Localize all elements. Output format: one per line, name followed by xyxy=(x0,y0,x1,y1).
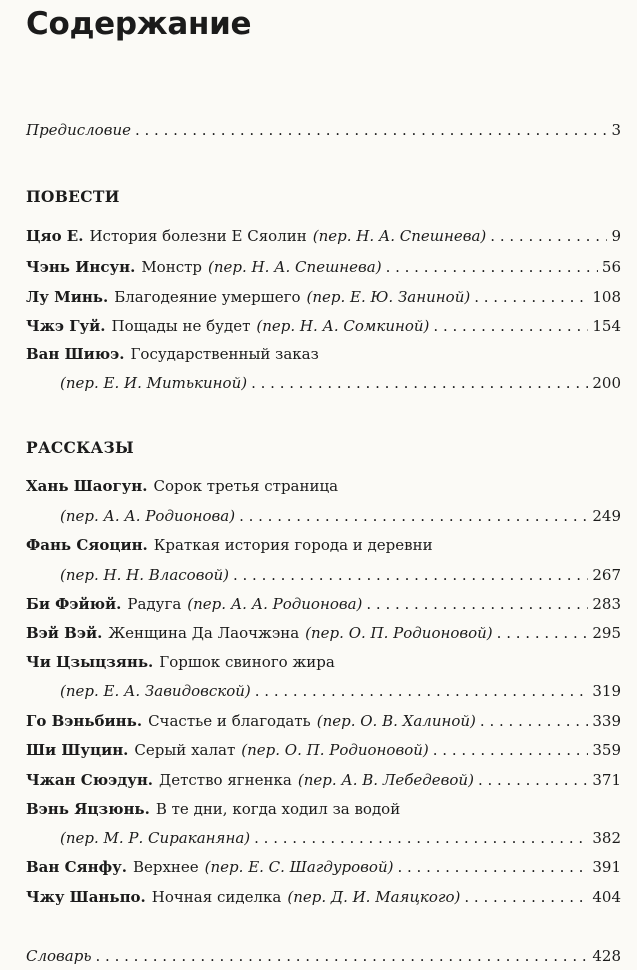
dot-leader xyxy=(397,857,588,877)
toc-entry[interactable] xyxy=(26,287,621,307)
entry-page: 56 xyxy=(601,258,621,276)
entry-title: Детство ягненка xyxy=(159,771,292,789)
entry-author: Чэнь Инсун. xyxy=(26,258,136,276)
entry-page: 382 xyxy=(592,829,621,847)
entry-translator: (пер. Д. И. Маяцкого) xyxy=(287,888,461,906)
entry-author: Чжэ Гуй. xyxy=(26,317,106,335)
toc-entry-continuation[interactable] xyxy=(60,373,621,393)
entry-page: 108 xyxy=(592,288,621,306)
entry-title: Предисловие xyxy=(26,121,131,139)
dot-leader xyxy=(251,373,588,393)
dot-leader xyxy=(480,711,588,731)
toc-entry[interactable] xyxy=(26,623,621,643)
entry-translator: (пер. Н. А. Спешнева) xyxy=(208,258,382,276)
entry-translator: (пер. Е. С. Шагдуровой) xyxy=(204,858,394,876)
dot-leader xyxy=(433,316,588,336)
entry-title: Краткая история города и деревни xyxy=(153,536,433,554)
entry-author: Хань Шаогун. xyxy=(26,477,148,495)
toc-entry[interactable] xyxy=(26,316,621,336)
dot-leader xyxy=(478,770,588,790)
entry-translator: (пер. О. П. Родионовой) xyxy=(241,741,429,759)
dot-leader xyxy=(497,623,589,643)
dot-leader xyxy=(490,226,607,246)
entry-title: Ночная сиделка xyxy=(151,888,282,906)
entry-author: Би Фэйюй. xyxy=(26,595,122,613)
dot-leader xyxy=(433,740,589,760)
dot-leader xyxy=(96,946,589,966)
entry-translator: (пер. М. Р. Сираканяна) xyxy=(60,829,251,847)
toc-entry[interactable] xyxy=(26,711,621,731)
dot-leader xyxy=(255,681,589,701)
entry-page: 371 xyxy=(592,771,621,789)
dot-leader xyxy=(233,565,588,585)
toc-entry[interactable] xyxy=(26,740,621,760)
entry-title: Государственный заказ xyxy=(130,345,319,363)
toc-entry[interactable] xyxy=(26,535,621,555)
entry-page: 319 xyxy=(592,682,621,700)
dot-leader xyxy=(386,257,598,277)
entry-author: Ван Сянфу. xyxy=(26,858,127,876)
entry-page: 154 xyxy=(592,317,621,335)
entry-translator: (пер. Е. А. Завидовской) xyxy=(60,682,251,700)
entry-page: 295 xyxy=(592,624,621,642)
toc-entry-glossary[interactable] xyxy=(26,946,621,966)
toc-entry[interactable] xyxy=(26,857,621,877)
entry-translator: (пер. О. П. Родионовой) xyxy=(305,624,493,642)
entry-page: 9 xyxy=(611,227,621,245)
entry-title: Женщина Да Лаочжэна xyxy=(108,624,300,642)
toc-entry[interactable] xyxy=(26,226,621,246)
entry-author: Вэй Вэй. xyxy=(26,624,103,642)
section-title-rasskazy: РАССКАЗЫ xyxy=(26,438,134,457)
entry-translator: (пер. Е. Ю. Заниной) xyxy=(306,288,471,306)
toc-entry[interactable] xyxy=(26,594,621,614)
dot-leader xyxy=(135,120,607,140)
dot-leader xyxy=(239,506,588,526)
entry-page: 249 xyxy=(592,507,621,525)
entry-page: 359 xyxy=(592,741,621,759)
entry-translator: (пер. Е. И. Митькиной) xyxy=(60,374,248,392)
entry-author: Го Вэньбинь. xyxy=(26,712,143,730)
toc-entry[interactable] xyxy=(26,770,621,790)
entry-author: Цяо Е. xyxy=(26,227,84,245)
toc-entry[interactable] xyxy=(26,344,621,364)
dot-leader xyxy=(366,594,588,614)
toc-entry-continuation[interactable] xyxy=(60,828,621,848)
entry-page: 3 xyxy=(611,121,621,139)
entry-title: Радуга xyxy=(127,595,182,613)
entry-author: Чжан Сюэдун. xyxy=(26,771,154,789)
entry-author: Вэнь Яцзюнь. xyxy=(26,800,150,818)
entry-title: В те дни, когда ходил за водой xyxy=(155,800,401,818)
entry-page: 428 xyxy=(592,947,621,965)
entry-title: Благодеяние умершего xyxy=(114,288,301,306)
toc-entry[interactable] xyxy=(26,799,621,819)
section-title-povesti: ПОВЕСТИ xyxy=(26,187,120,206)
entry-translator: (пер. А. А. Родионова) xyxy=(60,507,236,525)
entry-author: Чжу Шаньпо. xyxy=(26,888,146,906)
entry-translator: (пер. Н. Н. Власовой) xyxy=(60,566,229,584)
entry-translator: (пер. Н. А. Спешнева) xyxy=(312,227,487,245)
entry-translator: (пер. О. В. Халиной) xyxy=(316,712,476,730)
entry-title: Верхнее xyxy=(132,858,199,876)
toc-entry[interactable] xyxy=(26,257,621,277)
entry-page: 391 xyxy=(592,858,621,876)
entry-title: Счастье и благодать xyxy=(148,712,311,730)
entry-author: Лу Минь. xyxy=(26,288,109,306)
entry-author: Ван Шиюэ. xyxy=(26,345,125,363)
entry-page: 339 xyxy=(592,712,621,730)
entry-title: Пощады не будет xyxy=(111,317,251,335)
toc-entry-continuation[interactable] xyxy=(60,506,621,526)
page-title: Содержание xyxy=(26,6,252,42)
entry-translator: (пер. Н. А. Сомкиной) xyxy=(256,317,430,335)
toc-entry[interactable] xyxy=(26,652,621,672)
entry-translator: (пер. А. В. Лебедевой) xyxy=(297,771,474,789)
entry-page: 200 xyxy=(592,374,621,392)
toc-entry[interactable] xyxy=(26,887,621,907)
toc-entry-preface[interactable] xyxy=(26,120,621,140)
entry-title: Горшок свиного жира xyxy=(159,653,335,671)
entry-title: Сорок третья страница xyxy=(153,477,339,495)
entry-translator: (пер. А. А. Родионова) xyxy=(187,595,363,613)
entry-author: Фань Сяоцин. xyxy=(26,536,148,554)
entry-author: Чи Цзыцзянь. xyxy=(26,653,154,671)
entry-page: 283 xyxy=(592,595,621,613)
entry-title: Монстр xyxy=(141,258,203,276)
toc-entry[interactable] xyxy=(26,476,621,496)
toc-entry-continuation[interactable] xyxy=(60,681,621,701)
entry-page: 404 xyxy=(592,888,621,906)
dot-leader xyxy=(254,828,588,848)
entry-title: Словарь xyxy=(26,947,92,965)
toc-entry-continuation[interactable] xyxy=(60,565,621,585)
dot-leader xyxy=(474,287,588,307)
entry-title: Серый халат xyxy=(134,741,236,759)
entry-author: Ши Шуцин. xyxy=(26,741,129,759)
entry-title: История болезни Е Сяолин xyxy=(89,227,307,245)
entry-page: 267 xyxy=(592,566,621,584)
dot-leader xyxy=(464,887,588,907)
